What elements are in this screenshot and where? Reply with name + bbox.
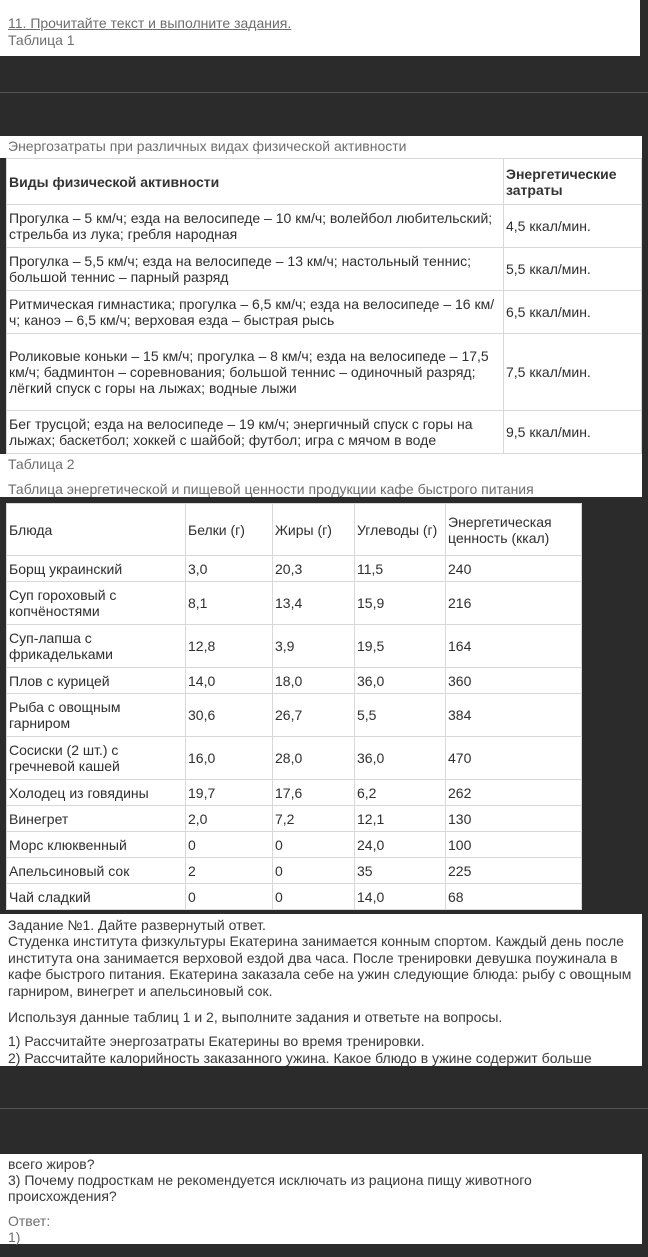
fat-cell: 17,6 xyxy=(273,780,355,806)
fat-cell: 0 xyxy=(273,884,355,910)
energy-cell: 384 xyxy=(446,694,582,737)
carbs-cell: 24,0 xyxy=(355,832,446,858)
protein-cell: 2,0 xyxy=(186,806,273,832)
activity-cell: Ритмическая гимнастика; прогулка – 6,5 км/ч; езда на велосипеде – 16 км/ч; каноэ – 6,5 км/ч; верховая езда – быстрая рысь xyxy=(7,291,504,334)
question-2-part2: всего жиров? xyxy=(8,1156,95,1172)
dish-cell: Суп-лапша с фрикадельками xyxy=(7,625,186,668)
carbs-cell: 36,0 xyxy=(355,737,446,780)
question-1: 1) Рассчитайте энергозатраты Екатерины во время тренировки. xyxy=(8,1033,425,1049)
energy-cell: 68 xyxy=(446,884,582,910)
energy-cell: 470 xyxy=(446,737,582,780)
protein-cell: 30,6 xyxy=(186,694,273,737)
table1-caption-block xyxy=(0,136,642,158)
fat-cell: 20,3 xyxy=(273,556,355,582)
energy-cell: 130 xyxy=(446,806,582,832)
energy-cell: 100 xyxy=(446,832,582,858)
carbs-cell: 11,5 xyxy=(355,556,446,582)
dish-cell: Суп гороховый с копчёностями xyxy=(7,582,186,625)
table-row xyxy=(7,334,642,411)
fat-cell: 0 xyxy=(273,832,355,858)
dish-cell: Рыба с овощным гарниром xyxy=(7,694,186,737)
table-row xyxy=(7,582,582,625)
fat-cell: 26,7 xyxy=(273,694,355,737)
question-2-part1: 2) Рассчитайте калорийность заказанного ужина. Какое блюдо в ужине содержит больше xyxy=(8,1050,592,1066)
table-row xyxy=(7,248,642,291)
dish-cell: Винегрет xyxy=(7,806,186,832)
protein-cell: 12,8 xyxy=(186,625,273,668)
fat-cell: 18,0 xyxy=(273,668,355,694)
table2 xyxy=(6,503,582,910)
table1-header-row xyxy=(7,159,642,205)
header-protein: Белки (г) xyxy=(186,504,273,556)
fat-cell: 13,4 xyxy=(273,582,355,625)
fat-cell: 0 xyxy=(273,858,355,884)
table-row xyxy=(7,291,642,334)
protein-cell: 0 xyxy=(186,832,273,858)
carbs-cell: 15,9 xyxy=(355,582,446,625)
activity-cell: Роликовые коньки – 15 км/ч; прогулка – 8 км/ч; езда на велосипеде – 17,5 км/ч; бадминтон – соревнования; большой теннис – одиночный разряд; лёгкий спуск с горы на лыжах; водные лыжи xyxy=(7,334,504,411)
table-row xyxy=(7,205,642,248)
carbs-cell: 35 xyxy=(355,858,446,884)
answer-label: Ответ: xyxy=(8,1213,51,1229)
dish-cell: Холодец из говядины xyxy=(7,780,186,806)
table-row xyxy=(7,780,582,806)
top-text-block xyxy=(0,0,640,56)
energy-cell: 6,5 ккал/мин. xyxy=(504,291,642,334)
carbs-cell: 6,2 xyxy=(355,780,446,806)
table1-caption: Энергозатраты при различных видах физической активности xyxy=(8,138,407,154)
table1-header-energy: Энергетические затраты xyxy=(504,159,642,205)
energy-cell: 7,5 ккал/мин. xyxy=(504,334,642,411)
protein-cell: 19,7 xyxy=(186,780,273,806)
fat-cell: 28,0 xyxy=(273,737,355,780)
energy-cell: 4,5 ккал/мин. xyxy=(504,205,642,248)
energy-cell: 164 xyxy=(446,625,582,668)
table-row xyxy=(7,668,582,694)
task-title: Задание №1. Дайте развернутый ответ. xyxy=(8,917,266,933)
table-row xyxy=(7,806,582,832)
energy-cell: 360 xyxy=(446,668,582,694)
dish-cell: Чай сладкий xyxy=(7,884,186,910)
table-row xyxy=(7,737,582,780)
protein-cell: 16,0 xyxy=(186,737,273,780)
header-dish: Блюда xyxy=(7,504,186,556)
carbs-cell: 19,5 xyxy=(355,625,446,668)
dish-cell: Плов с курицей xyxy=(7,668,186,694)
table-row xyxy=(7,411,642,454)
protein-cell: 8,1 xyxy=(186,582,273,625)
protein-cell: 2 xyxy=(186,858,273,884)
table2-label: Таблица 2 xyxy=(8,456,75,472)
table-row xyxy=(7,832,582,858)
energy-cell: 262 xyxy=(446,780,582,806)
question-3: 3) Почему подросткам не рекомендуется исключать из рациона пищу животного происхождения? xyxy=(8,1172,532,1204)
energy-cell: 240 xyxy=(446,556,582,582)
table2-header-row xyxy=(7,504,582,556)
activity-cell: Прогулка – 5,5 км/ч; езда на велосипеде – 13 км/ч; настольный теннис; большой теннис – парный разряд xyxy=(7,248,504,291)
task-title-link[interactable]: 11. Прочитайте текст и выполните задания. xyxy=(8,15,292,31)
bottom-text-block xyxy=(0,1154,642,1244)
table-row xyxy=(7,694,582,737)
energy-cell: 5,5 ккал/мин. xyxy=(504,248,642,291)
dish-cell: Борщ украинский xyxy=(7,556,186,582)
header-fat: Жиры (г) xyxy=(273,504,355,556)
fat-cell: 7,2 xyxy=(273,806,355,832)
header-energy: Энергетическая ценность (ккал) xyxy=(446,504,582,556)
table2-caption: Таблица энергетической и пищевой ценности продукции кафе быстрого питания xyxy=(8,481,534,497)
protein-cell: 0 xyxy=(186,884,273,910)
table-row xyxy=(7,884,582,910)
table1-header-activity: Виды физической активности xyxy=(7,159,504,205)
dish-cell: Сосиски (2 шт.) с гречневой кашей xyxy=(7,737,186,780)
activity-cell: Прогулка – 5 км/ч; езда на велосипеде – 10 км/ч; волейбол любительский; стрельба из лука; гребля народная xyxy=(7,205,504,248)
carbs-cell: 36,0 xyxy=(355,668,446,694)
carbs-cell: 14,0 xyxy=(355,884,446,910)
task-block xyxy=(0,914,642,1066)
dish-cell: Апельсиновый сок xyxy=(7,858,186,884)
table2-caption-block xyxy=(0,454,642,497)
activity-cell: Бег трусцой; езда на велосипеде – 19 км/ч; энергичный спуск с горы на лыжах; баскетбол; хоккей с шайбой; футбол; игра с мячом в воде xyxy=(7,411,504,454)
table-row xyxy=(7,625,582,668)
answer-start: 1) xyxy=(8,1229,21,1245)
task-text: Студенка института физкультуры Екатерина занимается конным спортом. Каждый день после института она занимается верховой ездой два часа. После тренировки девушка поужинала в кафе быстрого питания. Екатерина заказала себе на ужин следующие блюда: рыбу с овощным гарниром, винегрет и апельсиновый сок. xyxy=(8,933,632,999)
header-carbs: Углеводы (г) xyxy=(355,504,446,556)
table-row xyxy=(7,556,582,582)
task-instruction: Используя данные таблиц 1 и 2, выполните задания и ответьте на вопросы. xyxy=(8,1009,503,1025)
protein-cell: 14,0 xyxy=(186,668,273,694)
energy-cell: 225 xyxy=(446,858,582,884)
protein-cell: 3,0 xyxy=(186,556,273,582)
table-row xyxy=(7,858,582,884)
energy-cell: 9,5 ккал/мин. xyxy=(504,411,642,454)
energy-cell: 216 xyxy=(446,582,582,625)
carbs-cell: 12,1 xyxy=(355,806,446,832)
table1 xyxy=(6,158,642,454)
table1-label: Таблица 1 xyxy=(8,32,75,48)
carbs-cell: 5,5 xyxy=(355,694,446,737)
dish-cell: Морс клюквенный xyxy=(7,832,186,858)
fat-cell: 3,9 xyxy=(273,625,355,668)
